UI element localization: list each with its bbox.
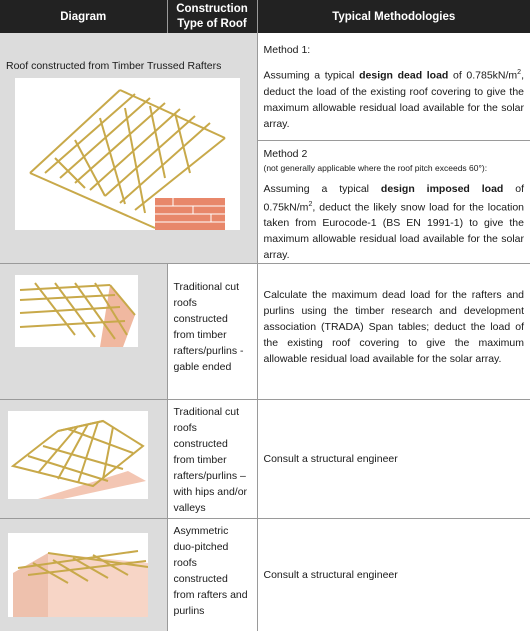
method2-heading: Method 2: [258, 141, 530, 162]
hips-type-cell: [167, 400, 257, 519]
row-trussed-rafters-method1: [0, 33, 530, 140]
asym-method-text: Consult a structural engineer: [258, 567, 530, 583]
method2-sup: 2: [308, 201, 312, 208]
hipped-roof-illustration: [8, 411, 148, 499]
asym-type-text: Asymmetric duo-pitched roofs constructed from rafters and purlins: [168, 519, 257, 619]
asymmetric-roof-diagram: [8, 533, 148, 617]
method2-text: [258, 174, 530, 264]
method2-post2: , deduct the likely snow load for the location taken from Eurocode-1 (BS EN 1991-1) to give the maximum allowable residual load available for the solar array.: [264, 201, 525, 261]
row-asymmetric: [0, 519, 530, 631]
trussed-rafter-diagram: [15, 78, 240, 230]
header-construction-type: [167, 0, 257, 33]
header-construction-line1: Construction: [176, 3, 248, 15]
method1-cell: [257, 33, 530, 140]
trussed-rafter-illustration: [15, 78, 240, 230]
header-diagram: Diagram: [0, 0, 167, 33]
asym-diagram-cell: [0, 519, 167, 631]
method1-pre: Assuming a typical: [264, 70, 360, 82]
gable-method-cell: [257, 264, 530, 400]
row-hips-valleys: [0, 400, 530, 519]
hips-method-text: Consult a structural engineer: [258, 451, 530, 467]
asym-method-cell: [257, 519, 530, 631]
method1-post1: of 0.785kN/m: [448, 70, 517, 82]
method1-heading: Method 1:: [258, 33, 530, 58]
header-construction-line2: Type of Roof: [177, 18, 246, 30]
method2-bold: design imposed load: [381, 183, 503, 195]
gable-method-text: Calculate the maximum dead load for the rafters and purlins using the timber research and development association (TRADA) Span tables; deduct the load of the existing roof covering to give the maximum allowable residual load available for the solar array.: [258, 264, 530, 367]
hips-diagram-cell: [0, 400, 167, 519]
method1-text: [258, 58, 530, 132]
gable-type-cell: [167, 264, 257, 400]
hipped-roof-diagram: [8, 411, 148, 499]
gable-roof-diagram: [15, 275, 138, 347]
asym-type-cell: [167, 519, 257, 631]
hips-method-cell: [257, 400, 530, 519]
method2-post1: of 0.75kN/m: [264, 183, 525, 214]
method1-sup: 2: [517, 69, 521, 76]
row-gable-ended: [0, 264, 530, 400]
method1-bold: design dead load: [359, 70, 448, 82]
method2-note: (not generally applicable where the roof pitch exceeds 60°):: [258, 162, 530, 174]
hips-type-text: Traditional cut roofs constructed from timber rafters/purlins – with hips and/or valleys: [168, 400, 257, 516]
header-methodologies: Typical Methodologies: [257, 0, 530, 33]
method2-cell: [257, 140, 530, 264]
header-row: [0, 0, 530, 33]
gable-type-text: Traditional cut roofs constructed from timber rafters/purlins - gable ended: [168, 264, 257, 375]
gable-diagram-cell: [0, 264, 167, 400]
method2-pre: Assuming a typical: [264, 183, 381, 195]
trussed-rafters-title: Roof constructed from Timber Trussed Rafters: [0, 33, 257, 74]
asymmetric-roof-illustration: [8, 533, 148, 617]
gable-roof-illustration: [15, 275, 138, 347]
trussed-diagram-cell: [0, 33, 257, 264]
method1-post2: , deduct the load of the existing roof covering to give the maximum allowable residual load available for the solar array.: [264, 70, 525, 130]
